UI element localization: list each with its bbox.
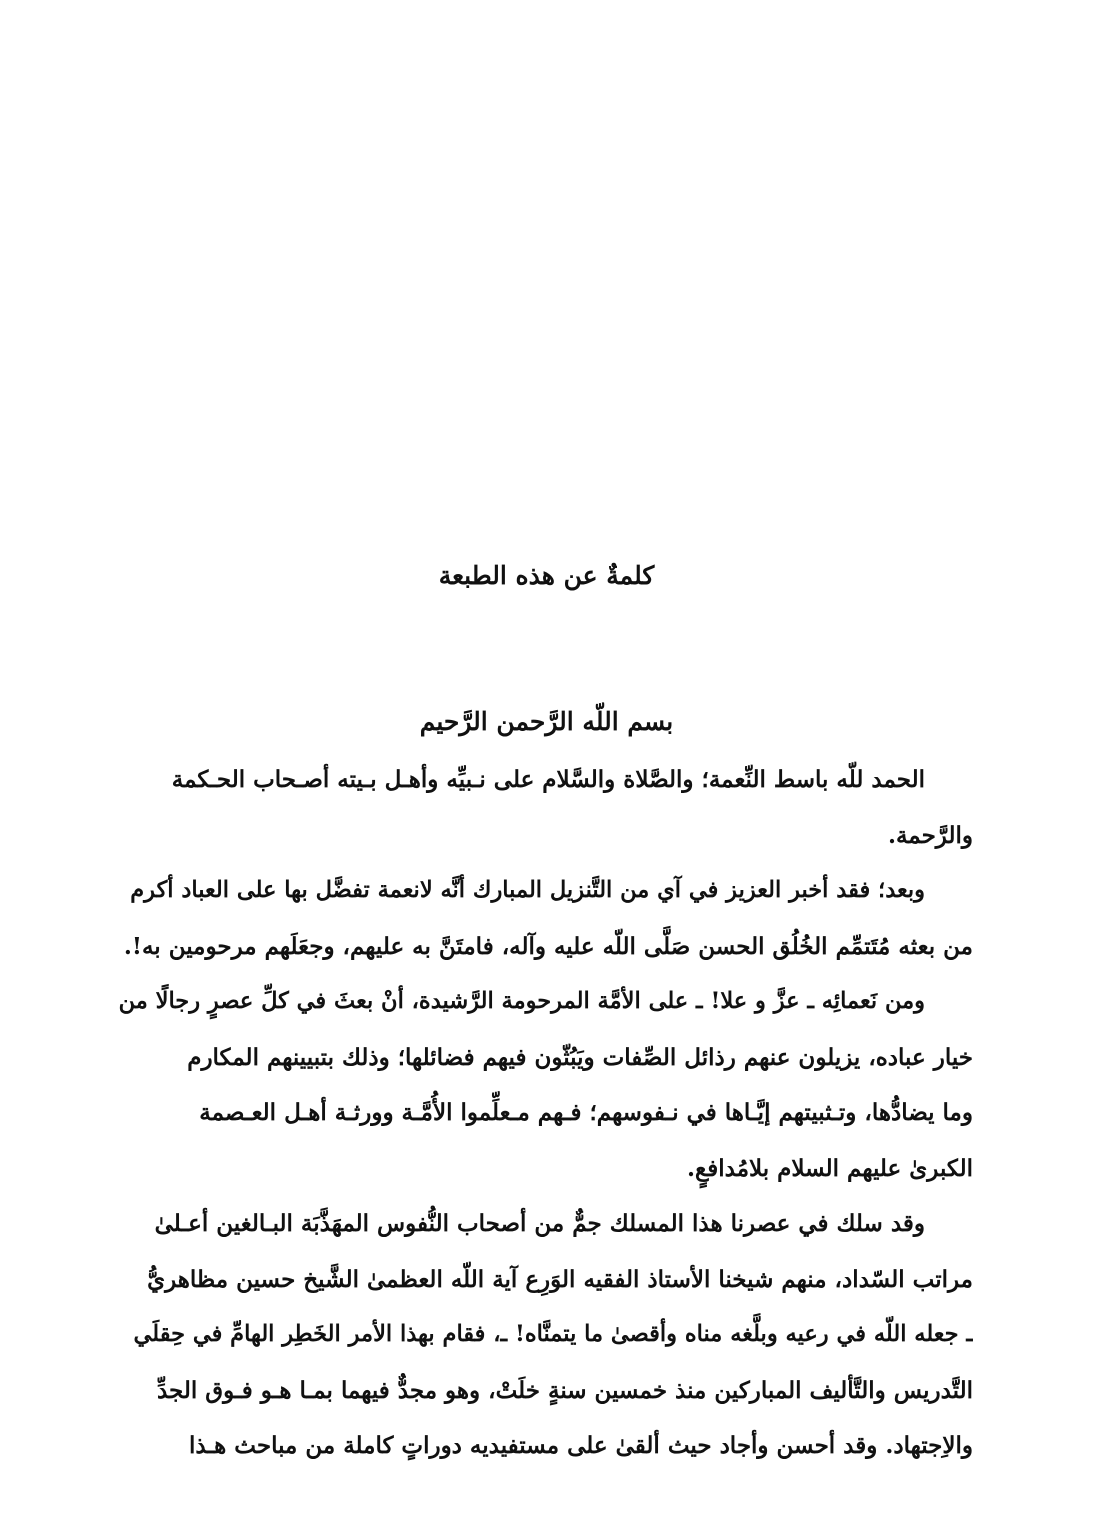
- basmala: بسم اللّه الرَّحمن الرَّحيم: [419, 707, 674, 736]
- section-title: كلمةٌ عن هذه الطبعة: [438, 561, 655, 590]
- text-line: والرَّحمة.: [887, 821, 973, 849]
- text-line: التَّدريس والتَّأليف المباركين منذ خمسين سنةٍ خلَتْ، وهو مجدٌّ فيهما بمـا هـو فـوق الجدِّ: [156, 1376, 973, 1404]
- paragraph: [118, 863, 973, 974]
- text-line: وما يضادُّها، وتـثبيتهم إيَّـاها في نـفوسهم؛ فـهم مـعلِّموا الأُمَّـة وورثـة أهـل العـصمة: [199, 1099, 973, 1126]
- text-line: خيار عباده، يزيلون عنهم رذائل الصِّفات ويَبُثّون فيهم فضائلها؛ وذلك بتبيينهم المكارم: [187, 1043, 973, 1071]
- text-line: والاِجتهاد. وقد أحسن وأجاد حيث ألقىٰ على مستفيديه دوراتٍ كاملة من مباحث هـذا: [188, 1432, 973, 1459]
- paragraph: [118, 752, 973, 863]
- text-line: مراتب السّداد، منهم شيخنا الأستاذ الفقيه الوَرِع آية اللّه العظمىٰ الشَّيخ حسين مظاهريُّ: [147, 1265, 973, 1293]
- text-line: ـ جعله اللّه في رعيه وبلَّغه مناه وأقصىٰ ما يتمنَّاه! ـ، فقام بهذا الأمر الخَطِر الهامِّ في حِقلَي: [133, 1321, 973, 1347]
- text-line: الحمد للّه باسط النِّعمة؛ والصَّلاة والسَّلام على نـبيِّه وأهـل بـيته أصـحاب الحـكمة: [171, 766, 925, 793]
- paragraph: [118, 1196, 973, 1474]
- paragraph: [118, 974, 973, 1196]
- text-line: وبعد؛ فقد أخبر العزيز في آي من التَّنزيل المبارك أنَّه لانعمة تفضَّل بها على العباد أكرم: [130, 877, 925, 903]
- text-line: من بعثه مُتَتمِّم الخُلُق الحسن صَلَّى اللّه عليه وآله، فامتَنَّ به عليهم، وجعَلَهم مرحومين به!.: [123, 932, 973, 960]
- text-line: ومن نَعمائِه ـ عزَّ و علا! ـ على الأمَّة المرحومة الرَّشيدة، أنْ بعثَ في كلِّ عصرٍ رجالًا من: [118, 988, 925, 1014]
- text-line: الكبرىٰ عليهم السلام بلامُدافعٍ.: [687, 1154, 973, 1182]
- text-line: وقد سلك في عصرنا هذا المسلك جمٌّ من أصحاب النُّفوس المهَذَّبَة البـالغين أعـلىٰ: [154, 1210, 925, 1237]
- body-text: [118, 752, 973, 1474]
